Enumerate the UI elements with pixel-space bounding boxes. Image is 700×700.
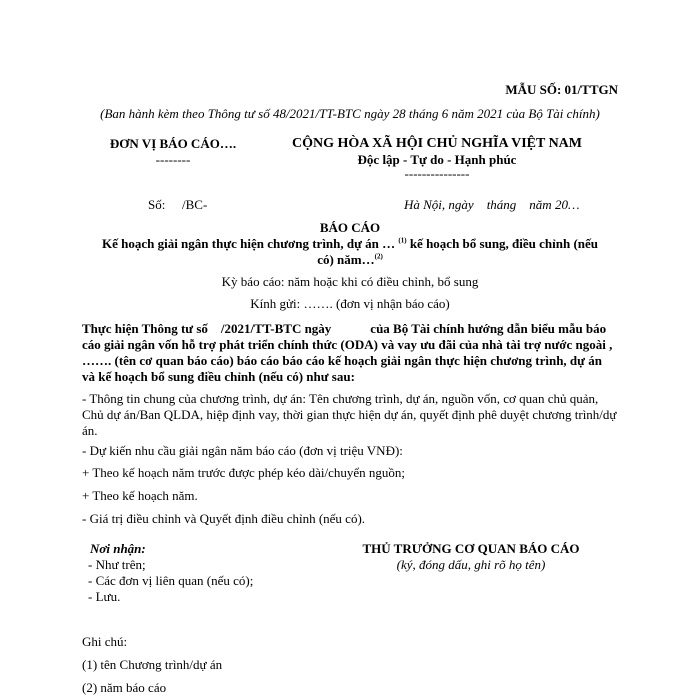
body-item: - Thông tin chung của chương trình, dự án: Tên chương trình, dự án, nguồn vốn, cơ quan chủ quản, Chủ dự án/Ban QLDA, hiệp định vay, thời gian thực hiện dự án, quyết định phê duyệt chương trình/dự án. (82, 391, 617, 438)
recipients-heading: Nơi nhận: (90, 541, 146, 556)
issued-note: (Ban hành kèm theo Thông tư số 48/2021/TT-BTC ngày 28 tháng 6 năm 2021 của Bộ Tài chính) (100, 106, 600, 121)
report-subtitle-part3: có) năm… (317, 252, 375, 267)
report-recipient: Kính gửi: ……. (đơn vị nhận báo cáo) (250, 296, 450, 311)
body-item: + Theo kế hoạch năm trước được phép kéo dài/chuyển nguồn; (82, 465, 406, 480)
document-number-label: Số: (148, 197, 166, 212)
recipient-item: - Các đơn vị liên quan (nếu có); (88, 573, 254, 588)
form-code: MẪU SỐ: 01/TTGN (505, 82, 618, 97)
report-period: Kỳ báo cáo: năm hoặc khi có điều chỉnh, bổ sung (221, 274, 479, 289)
national-motto: Độc lập - Tự do - Hạnh phúc (357, 152, 517, 167)
national-heading: CỘNG HÒA XÃ HỘI CHỦ NGHĨA VIỆT NAM (291, 136, 582, 151)
report-title: BÁO CÁO (319, 220, 381, 235)
note-item: (1) tên Chương trình/dự án (82, 657, 223, 672)
body-item: - Giá trị điều chỉnh và Quyết định điều chỉnh (nếu có). (82, 511, 366, 526)
recipient-item: - Lưu. (88, 589, 121, 604)
footnote-ref-2: (2) (374, 252, 383, 261)
recipient-item: - Như trên; (88, 557, 146, 572)
body-item: + Theo kế hoạch năm. (82, 488, 198, 503)
signature-note: (ký, đóng dấu, ghi rõ họ tên) (396, 557, 546, 572)
report-subtitle-part1: Kế hoạch giải ngân thực hiện chương trình, dự án … (101, 236, 396, 251)
place-date: Hà Nội, ngày tháng năm 20… (404, 197, 580, 212)
body-item: - Dự kiến nhu cầu giải ngân năm báo cáo (đơn vị triệu VNĐ): (82, 443, 403, 458)
report-subtitle-part2: kế hoạch bổ sung, điều chỉnh (nếu (409, 236, 599, 251)
notes-heading: Ghi chú: (82, 634, 128, 649)
document-number-suffix: /BC- (182, 197, 208, 212)
footnote-ref-1: (1) (398, 236, 407, 245)
report-subtitle-line2 (0, 252, 700, 268)
note-item: (2) năm báo cáo (82, 680, 167, 695)
signature-title: THỦ TRƯỞNG CƠ QUAN BÁO CÁO (362, 541, 580, 556)
reporting-unit: ĐƠN VỊ BÁO CÁO…. (109, 136, 237, 151)
intro-paragraph: Thực hiện Thông tư số /2021/TT-BTC ngày của Bộ Tài chính hướng dẫn biểu mẫu báo cáo giải ngân vốn hỗ trợ phát triển chính thức (ODA) và vay ưu đãi của nhà tài trợ nước ngoài , ……. (tên cơ quan báo cáo) báo cáo báo cáo kế hoạch giải ngân thực hiện chương trình, dự án và kế hoạch bổ sung điều chỉnh (nếu có) như sau: (82, 321, 616, 384)
national-motto-rule: --------------- (404, 166, 470, 181)
report-subtitle-line1 (0, 236, 700, 252)
reporting-unit-rule: -------- (155, 152, 191, 167)
